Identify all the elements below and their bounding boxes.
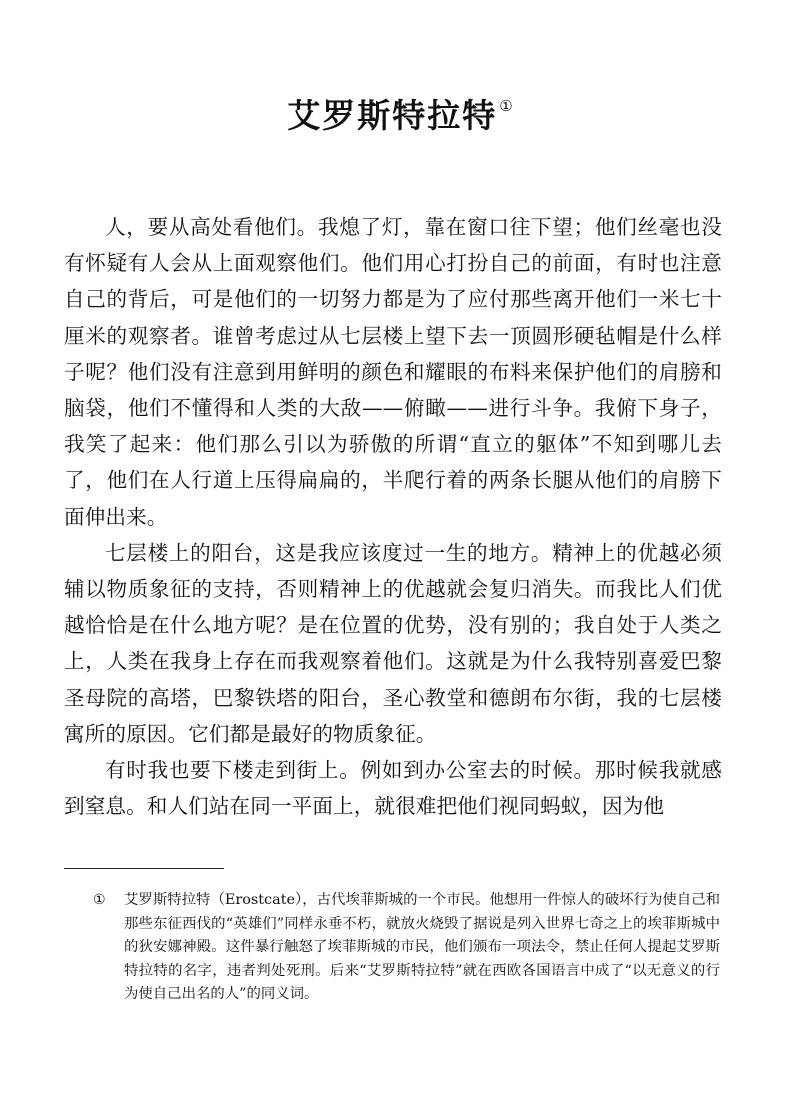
footnote-mark: ① (93, 892, 106, 908)
footnote-text: 艾罗斯特拉特（Erostcate），古代埃菲斯城的一个市民。他想用一件惊人的破坏行为使自己和那些东征西伐的“英雄们”同样永垂不朽，就放火烧毁了据说是列入世界七奇之上的埃菲斯城中的狄安娜神殿。这件暴行触怒了埃菲斯城的市民，他们颁布一项法令，禁止任何人提起艾罗斯特拉特的名字，违者判处死刑。后来“艾罗斯特拉特”就在西欧各国语言中成了“以无意义的行为使自己出名的人”的同义词。 (124, 892, 720, 1002)
footnote-divider (64, 868, 224, 869)
paragraph-3: 有时我也要下楼走到街上。例如到办公室去的时候。那时候我就感到窒息。和人们站在同一平面上，就很难把他们视同蚂蚁，因为他 (64, 758, 722, 819)
paragraph-2: 七层楼上的阳台，这是我应该度过一生的地方。精神上的优越必须辅以物质象征的支持，否则精神上的优越就会复归消失。而我比人们优越恰恰是在什么地方呢？是在位置的优势，没有别的；我自处于人类之上，人类在我身上存在而我观察着他们。这就是为什么我特别喜爱巴黎圣母院的高塔，巴黎铁塔的阳台，圣心教堂和德朗布尔街，我的七层楼寓所的原因。它们都是最好的物质象征。 (64, 540, 722, 746)
chapter-title (0, 86, 800, 136)
chapter-title-text: 艾罗斯特拉特 (287, 96, 498, 135)
body-text (64, 209, 722, 824)
paragraph-1: 人，要从高处看他们。我熄了灯，靠在窗口往下望；他们丝毫也没有怀疑有人会从上面观察他们。他们用心打扮自己的前面，有时也注意自己的背后，可是他们的一切努力都是为了应付那些离开他们一米七十厘米的观察者。谁曾考虑过从七层楼上望下去一顶圆形硬毡帽是什么样子呢？他们没有注意到用鲜明的颜色和耀眼的布料来保护他们的肩膀和脑袋，他们不懂得和人类的大敌——俯瞰——进行斗争。我俯下身子，我笑了起来：他们那么引以为骄傲的所谓“直立的躯体”不知到哪儿去了，他们在人行道上压得扁扁的，半爬行着的两条长腿从他们的肩膀下面伸出来。 (64, 215, 722, 529)
footnote-reference[interactable]: ① (499, 97, 513, 115)
footnote (94, 889, 720, 1007)
